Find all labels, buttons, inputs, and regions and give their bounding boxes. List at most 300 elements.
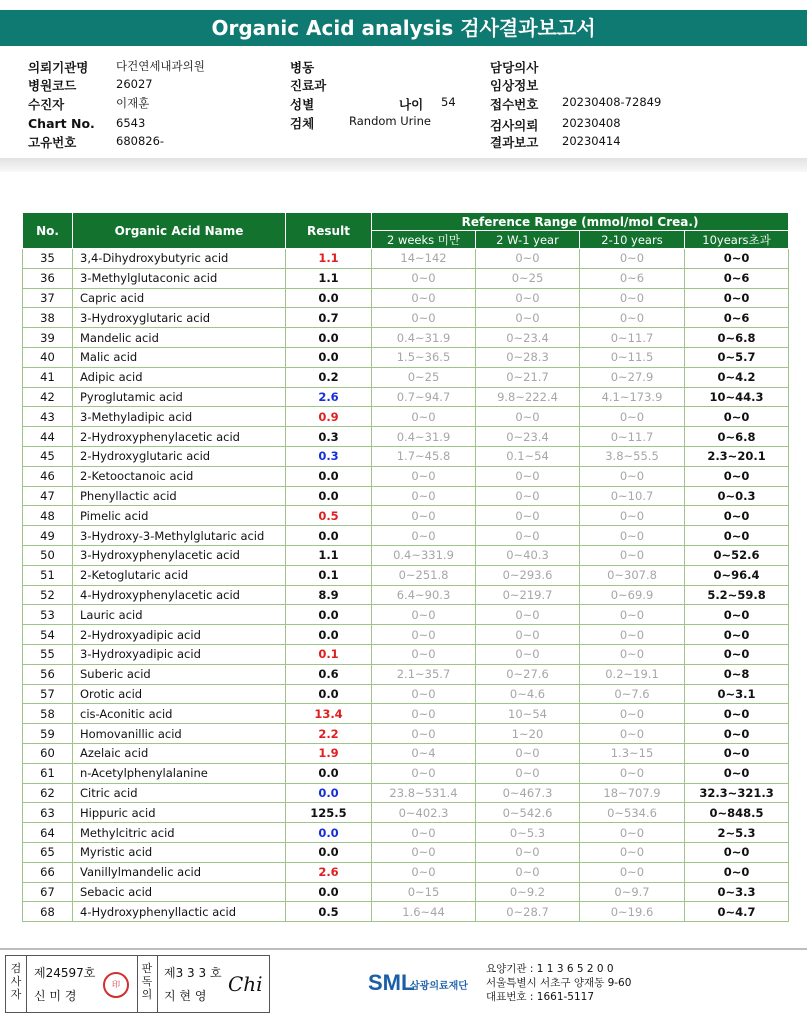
logo-text: SML [368, 970, 415, 995]
ref-2w-1year: 1~20 [476, 724, 580, 744]
table-row [23, 664, 789, 684]
result-value: 1.1 [286, 249, 372, 269]
ref-2-10years: 0~11.5 [580, 347, 685, 367]
result-value: 1.9 [286, 743, 372, 763]
ref-2-10years: 0.2~19.1 [580, 664, 685, 684]
ref-10years: 0~4.2 [685, 367, 789, 387]
chart-label: Chart No. [28, 116, 95, 131]
acid-name: Capric acid [73, 288, 286, 308]
confirm-label: 판독의 [141, 962, 153, 1001]
table-row [23, 466, 789, 486]
ref-2weeks: 0.4~31.9 [372, 427, 476, 447]
ref-2w-1year: 0~9.2 [476, 882, 580, 902]
ref-2-10years: 0~0 [580, 545, 685, 565]
ref-10years: 0~0 [685, 625, 789, 645]
ref-2-10years: 0~0 [580, 249, 685, 269]
result-value: 0.0 [286, 882, 372, 902]
ref-2-10years: 0~0 [580, 506, 685, 526]
ref-2weeks: 0~25 [372, 367, 476, 387]
header-2weeks: 2 weeks 미만 [372, 231, 476, 249]
table-row [23, 644, 789, 664]
table-row [23, 585, 789, 605]
acid-name: n-Acetylphenylalanine [73, 763, 286, 783]
result-value: 0.0 [286, 783, 372, 803]
lab-address: 서울특별시 서초구 양재동 9-60 [486, 977, 632, 989]
ref-2weeks: 6.4~90.3 [372, 585, 476, 605]
acid-name: 2-Hydroxyadipic acid [73, 625, 286, 645]
result-value: 0.0 [286, 328, 372, 348]
row-number: 64 [23, 823, 73, 843]
ref-2weeks: 0~0 [372, 763, 476, 783]
row-number: 63 [23, 803, 73, 823]
inspector-name: 신 미 경 [34, 989, 77, 1003]
row-number: 67 [23, 882, 73, 902]
ref-2weeks: 0~0 [372, 407, 476, 427]
ref-10years: 0~0 [685, 407, 789, 427]
receipt-label: 접수번호 [490, 97, 539, 112]
ref-10years: 0~0 [685, 743, 789, 763]
ref-2w-1year: 0~0 [476, 506, 580, 526]
row-number: 59 [23, 724, 73, 744]
row-number: 54 [23, 625, 73, 645]
ref-2w-1year: 0~293.6 [476, 565, 580, 585]
result-value: 0.0 [286, 823, 372, 843]
acid-name: 3-Hydroxyadipic acid [73, 644, 286, 664]
ref-2weeks: 0~0 [372, 605, 476, 625]
ref-2w-1year: 0~27.6 [476, 664, 580, 684]
ref-2weeks: 0~0 [372, 724, 476, 744]
age-label: 나이 [399, 97, 424, 112]
inspector-stamp [103, 972, 129, 998]
ref-2weeks: 0.7~94.7 [372, 387, 476, 407]
ref-2-10years: 0~0 [580, 407, 685, 427]
ref-10years: 0~0 [685, 704, 789, 724]
result-value: 0.7 [286, 308, 372, 328]
report-value: 20230414 [562, 134, 621, 148]
ref-2weeks: 0~0 [372, 288, 476, 308]
table-row [23, 328, 789, 348]
ref-10years: 32.3~321.3 [685, 783, 789, 803]
ref-10years: 5.2~59.8 [685, 585, 789, 605]
acid-name: Pyroglutamic acid [73, 387, 286, 407]
ref-2-10years: 0~0 [580, 644, 685, 664]
ref-10years: 0~6 [685, 308, 789, 328]
inspector-label: 검사자 [10, 962, 22, 1001]
ref-2-10years: 3.8~55.5 [580, 446, 685, 466]
ref-2-10years: 0~0 [580, 862, 685, 882]
sig-divider [137, 956, 138, 1012]
result-value: 0.0 [286, 605, 372, 625]
result-value: 0.0 [286, 684, 372, 704]
ref-10years: 0~3.1 [685, 684, 789, 704]
row-number: 62 [23, 783, 73, 803]
row-number: 66 [23, 862, 73, 882]
ref-2weeks: 0~0 [372, 823, 476, 843]
ref-10years: 10~44.3 [685, 387, 789, 407]
ref-10years: 0~0 [685, 605, 789, 625]
acid-name: 3-Hydroxyphenylacetic acid [73, 545, 286, 565]
ref-10years: 0~52.6 [685, 545, 789, 565]
result-value: 0.6 [286, 664, 372, 684]
ref-2w-1year: 0~5.3 [476, 823, 580, 843]
result-value: 2.2 [286, 724, 372, 744]
table-row [23, 249, 789, 269]
result-value: 125.5 [286, 803, 372, 823]
lab-phone: 대표번호 : 1661-5117 [486, 991, 595, 1003]
stamp-text: 印 [112, 980, 120, 989]
ref-2weeks: 0~0 [372, 526, 476, 546]
acid-name: Phenyllactic acid [73, 486, 286, 506]
patient-value: 이재훈 [116, 96, 150, 110]
results-table [22, 212, 789, 922]
acid-name: Malic acid [73, 347, 286, 367]
ref-2w-1year: 0~23.4 [476, 427, 580, 447]
ref-2w-1year: 10~54 [476, 704, 580, 724]
ref-2-10years: 18~707.9 [580, 783, 685, 803]
row-number: 36 [23, 268, 73, 288]
ref-2weeks: 0~0 [372, 506, 476, 526]
acid-name: Adipic acid [73, 367, 286, 387]
specimen-value: Random Urine [349, 114, 431, 128]
sml-logo [368, 962, 478, 1002]
ref-2-10years: 0~11.7 [580, 328, 685, 348]
ref-2weeks: 0.4~331.9 [372, 545, 476, 565]
ref-2w-1year: 0~28.7 [476, 902, 580, 922]
ref-2weeks: 0~0 [372, 466, 476, 486]
result-value: 0.0 [286, 466, 372, 486]
clinical-label: 임상정보 [490, 78, 539, 93]
acid-name: Suberic acid [73, 664, 286, 684]
table-row [23, 427, 789, 447]
table-row [23, 526, 789, 546]
confirm-name: 지 현 영 [164, 989, 207, 1003]
header-no: No. [23, 213, 73, 249]
ref-10years: 0~848.5 [685, 803, 789, 823]
acid-name: Orotic acid [73, 684, 286, 704]
result-value: 13.4 [286, 704, 372, 724]
ref-10years: 0~6 [685, 268, 789, 288]
ref-2weeks: 0~15 [372, 882, 476, 902]
patient-label: 수진자 [28, 97, 65, 112]
ref-2w-1year: 0~0 [476, 862, 580, 882]
row-number: 39 [23, 328, 73, 348]
chart-value: 6543 [116, 116, 146, 130]
ward-label: 병동 [290, 60, 315, 75]
ref-10years: 0~0 [685, 842, 789, 862]
header-reference: Reference Range (mmol/mol Crea.) [372, 213, 789, 231]
row-number: 44 [23, 427, 73, 447]
acid-name: cis-Aconitic acid [73, 704, 286, 724]
ref-2weeks: 14~142 [372, 249, 476, 269]
ref-2weeks: 23.8~531.4 [372, 783, 476, 803]
ref-2weeks: 1.7~45.8 [372, 446, 476, 466]
id-label: 고유번호 [28, 135, 77, 150]
ref-2w-1year: 0.1~54 [476, 446, 580, 466]
ref-10years: 0~0 [685, 862, 789, 882]
result-value: 0.0 [286, 763, 372, 783]
ref-2weeks: 1.6~44 [372, 902, 476, 922]
row-number: 47 [23, 486, 73, 506]
ref-2-10years: 0~0 [580, 763, 685, 783]
sig-divider [26, 956, 27, 1012]
ref-2-10years: 0~0 [580, 526, 685, 546]
ref-2w-1year: 9.8~222.4 [476, 387, 580, 407]
table-row [23, 288, 789, 308]
acid-name: 3,4-Dihydroxybutyric acid [73, 249, 286, 269]
table-row [23, 446, 789, 466]
ref-2weeks: 0.4~31.9 [372, 328, 476, 348]
header-2-10years: 2-10 years [580, 231, 685, 249]
ref-2-10years: 0~307.8 [580, 565, 685, 585]
ref-2w-1year: 0~21.7 [476, 367, 580, 387]
ref-10years: 0~6.8 [685, 328, 789, 348]
ref-2w-1year: 0~23.4 [476, 328, 580, 348]
acid-name: 2-Ketoglutaric acid [73, 565, 286, 585]
inspector-number: 제24597호 [34, 966, 96, 980]
ref-2w-1year: 0~4.6 [476, 684, 580, 704]
ref-2w-1year: 0~0 [476, 308, 580, 328]
ref-2weeks: 0~0 [372, 268, 476, 288]
result-value: 0.3 [286, 446, 372, 466]
result-value: 0.3 [286, 427, 372, 447]
code-value: 26027 [116, 77, 153, 91]
ref-2w-1year: 0~40.3 [476, 545, 580, 565]
sig-divider [157, 956, 158, 1012]
ref-10years: 0~0 [685, 466, 789, 486]
ref-10years: 0~0.3 [685, 486, 789, 506]
ref-2weeks: 0~0 [372, 842, 476, 862]
table-row [23, 308, 789, 328]
row-number: 51 [23, 565, 73, 585]
ref-2-10years: 0~19.6 [580, 902, 685, 922]
id-value: 680826- [116, 134, 165, 148]
ref-2-10years: 0~11.7 [580, 427, 685, 447]
result-value: 2.6 [286, 387, 372, 407]
acid-name: 3-Hydroxyglutaric acid [73, 308, 286, 328]
ref-2-10years: 0~0 [580, 823, 685, 843]
row-number: 56 [23, 664, 73, 684]
row-number: 52 [23, 585, 73, 605]
request-label: 검사의뢰 [490, 118, 539, 133]
ref-10years: 0~8 [685, 664, 789, 684]
table-row [23, 367, 789, 387]
acid-name: 2-Hydroxyphenylacetic acid [73, 427, 286, 447]
ref-2weeks: 0~0 [372, 644, 476, 664]
table-row [23, 684, 789, 704]
sex-label: 성별 [290, 97, 315, 112]
ref-2w-1year: 0~0 [476, 288, 580, 308]
lab-info [486, 962, 631, 1004]
ref-2w-1year: 0~0 [476, 526, 580, 546]
ref-10years: 0~0 [685, 249, 789, 269]
table-row [23, 268, 789, 288]
table-row [23, 625, 789, 645]
ref-2w-1year: 0~0 [476, 842, 580, 862]
acid-name: 2-Ketooctanoic acid [73, 466, 286, 486]
report-title: Organic Acid analysis 검사결과보고서 [0, 10, 807, 46]
table-row [23, 842, 789, 862]
header-2w-1year: 2 W-1 year [476, 231, 580, 249]
table-row [23, 506, 789, 526]
row-number: 43 [23, 407, 73, 427]
table-row [23, 783, 789, 803]
acid-name: Homovanillic acid [73, 724, 286, 744]
ref-2w-1year: 0~0 [476, 625, 580, 645]
ref-2weeks: 0~0 [372, 704, 476, 724]
row-number: 60 [23, 743, 73, 763]
acid-name: 4-Hydroxyphenyllactic acid [73, 902, 286, 922]
ref-2-10years: 0~0 [580, 466, 685, 486]
ref-2-10years: 4.1~173.9 [580, 387, 685, 407]
result-value: 0.0 [286, 526, 372, 546]
ref-2w-1year: 0~0 [476, 466, 580, 486]
acid-name: 4-Hydroxyphenylacetic acid [73, 585, 286, 605]
ref-10years: 0~0 [685, 763, 789, 783]
ref-2w-1year: 0~0 [476, 644, 580, 664]
result-value: 0.1 [286, 644, 372, 664]
ref-2weeks: 0~0 [372, 486, 476, 506]
logo-subtext: 삼광의료재단 [410, 981, 468, 992]
results-body [23, 249, 789, 922]
ref-10years: 0~0 [685, 288, 789, 308]
ref-2weeks: 2.1~35.7 [372, 664, 476, 684]
acid-name: 2-Hydroxyglutaric acid [73, 446, 286, 466]
result-value: 0.2 [286, 367, 372, 387]
ref-2-10years: 0~0 [580, 724, 685, 744]
table-row [23, 803, 789, 823]
signature-box [5, 955, 270, 1013]
result-value: 0.1 [286, 565, 372, 585]
table-row [23, 743, 789, 763]
row-number: 45 [23, 446, 73, 466]
header-result: Result [286, 213, 372, 249]
ref-2w-1year: 0~0 [476, 407, 580, 427]
specimen-label: 검체 [290, 116, 315, 131]
ref-2-10years: 0~10.7 [580, 486, 685, 506]
acid-name: Lauric acid [73, 605, 286, 625]
row-number: 61 [23, 763, 73, 783]
code-label: 병원코드 [28, 78, 77, 93]
ref-10years: 0~0 [685, 526, 789, 546]
result-value: 0.0 [286, 288, 372, 308]
acid-name: Methylcitric acid [73, 823, 286, 843]
ref-2w-1year: 0~467.3 [476, 783, 580, 803]
ref-10years: 2.3~20.1 [685, 446, 789, 466]
result-value: 1.1 [286, 545, 372, 565]
row-number: 38 [23, 308, 73, 328]
ref-2w-1year: 0~0 [476, 249, 580, 269]
acid-name: Myristic acid [73, 842, 286, 862]
ref-2-10years: 0~0 [580, 308, 685, 328]
ref-2w-1year: 0~0 [476, 763, 580, 783]
ref-10years: 0~0 [685, 506, 789, 526]
age-value: 54 [441, 95, 456, 109]
request-value: 20230408 [562, 116, 621, 130]
row-number: 49 [23, 526, 73, 546]
ref-2w-1year: 0~542.6 [476, 803, 580, 823]
hospital-label: 의뢰기관명 [28, 60, 89, 75]
divider-band [0, 158, 807, 172]
ref-2w-1year: 0~28.3 [476, 347, 580, 367]
row-number: 40 [23, 347, 73, 367]
result-value: 0.0 [286, 625, 372, 645]
dept-label: 진료과 [290, 78, 327, 93]
row-number: 65 [23, 842, 73, 862]
row-number: 57 [23, 684, 73, 704]
ref-10years: 2~5.3 [685, 823, 789, 843]
row-number: 42 [23, 387, 73, 407]
ref-2weeks: 0~0 [372, 684, 476, 704]
ref-2-10years: 0~27.9 [580, 367, 685, 387]
table-row [23, 605, 789, 625]
acid-name: Mandelic acid [73, 328, 286, 348]
acid-name: 3-Methyladipic acid [73, 407, 286, 427]
acid-name: Pimelic acid [73, 506, 286, 526]
result-value: 0.0 [286, 347, 372, 367]
row-number: 68 [23, 902, 73, 922]
ref-2-10years: 0~69.9 [580, 585, 685, 605]
table-row [23, 862, 789, 882]
patient-info-block [0, 56, 807, 151]
ref-10years: 0~96.4 [685, 565, 789, 585]
ref-10years: 0~3.3 [685, 882, 789, 902]
acid-name: Hippuric acid [73, 803, 286, 823]
ref-2-10years: 0~0 [580, 605, 685, 625]
signature: Chi [228, 972, 263, 996]
table-row [23, 882, 789, 902]
acid-name: 3-Methylglutaconic acid [73, 268, 286, 288]
ref-2-10years: 0~0 [580, 842, 685, 862]
row-number: 41 [23, 367, 73, 387]
lab-code: 요양기관 : 1 1 3 6 5 2 0 0 [486, 963, 614, 975]
result-value: 0.5 [286, 506, 372, 526]
ref-2w-1year: 0~219.7 [476, 585, 580, 605]
ref-2-10years: 0~0 [580, 625, 685, 645]
row-number: 53 [23, 605, 73, 625]
row-number: 35 [23, 249, 73, 269]
ref-2weeks: 0~0 [372, 625, 476, 645]
result-value: 0.0 [286, 486, 372, 506]
ref-2-10years: 0~534.6 [580, 803, 685, 823]
ref-2-10years: 1.3~15 [580, 743, 685, 763]
table-row [23, 387, 789, 407]
ref-2weeks: 1.5~36.5 [372, 347, 476, 367]
footer-divider [0, 948, 807, 950]
ref-2weeks: 0~402.3 [372, 803, 476, 823]
table-row [23, 823, 789, 843]
ref-10years: 0~4.7 [685, 902, 789, 922]
ref-10years: 0~0 [685, 644, 789, 664]
ref-2-10years: 0~9.7 [580, 882, 685, 902]
header-name: Organic Acid Name [73, 213, 286, 249]
acid-name: 3-Hydroxy-3-Methylglutaric acid [73, 526, 286, 546]
ref-2-10years: 0~0 [580, 288, 685, 308]
row-number: 37 [23, 288, 73, 308]
ref-2w-1year: 0~0 [476, 743, 580, 763]
ref-2weeks: 0~0 [372, 862, 476, 882]
row-number: 55 [23, 644, 73, 664]
hospital-value: 다건연세내과의원 [116, 59, 205, 73]
ref-2-10years: 0~7.6 [580, 684, 685, 704]
table-row [23, 407, 789, 427]
ref-2w-1year: 0~25 [476, 268, 580, 288]
row-number: 50 [23, 545, 73, 565]
ref-2weeks: 0~251.8 [372, 565, 476, 585]
confirm-number: 제3 3 3 호 [164, 966, 222, 980]
ref-2w-1year: 0~0 [476, 486, 580, 506]
table-row [23, 486, 789, 506]
result-value: 0.0 [286, 842, 372, 862]
